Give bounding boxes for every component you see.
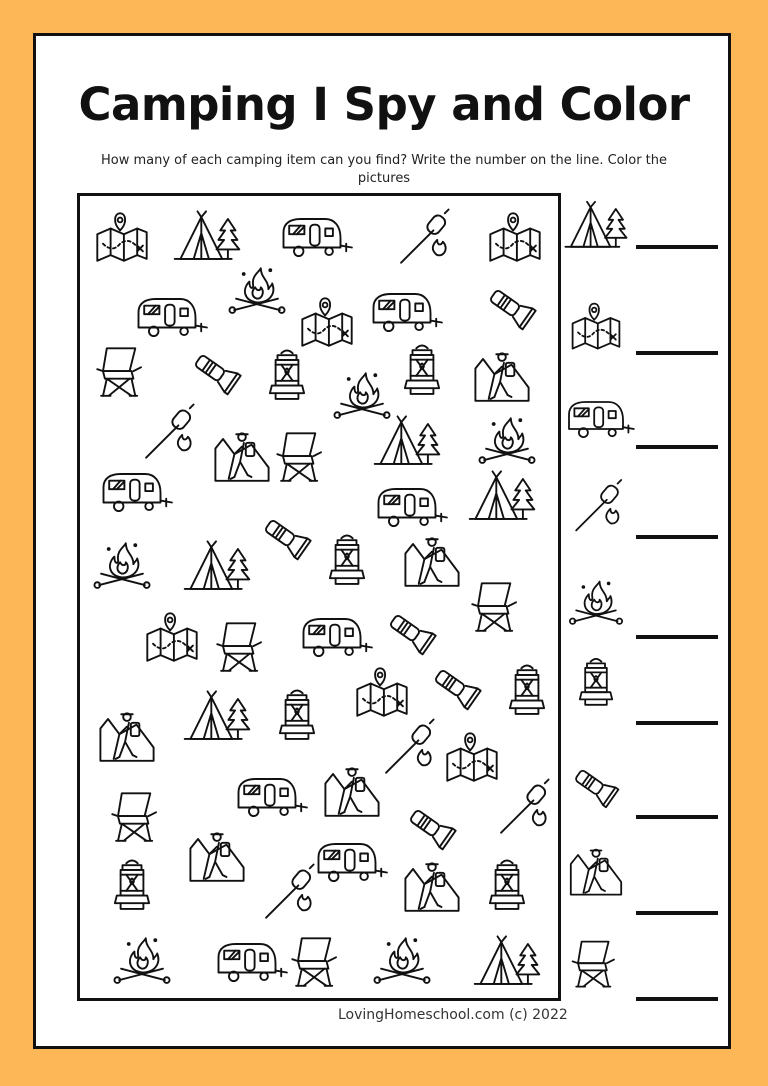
campfire-icon bbox=[374, 938, 429, 983]
marshmallow-stick-icon bbox=[266, 865, 314, 918]
hiker-icon bbox=[325, 768, 378, 816]
camper-trailer-icon bbox=[569, 402, 634, 437]
lantern-icon bbox=[510, 665, 544, 713]
hiker-icon bbox=[571, 850, 621, 895]
campfire-icon bbox=[570, 582, 622, 624]
puzzle-icon-grid bbox=[77, 193, 561, 1001]
camper-trailer-icon bbox=[104, 474, 172, 511]
hiker-icon bbox=[405, 538, 458, 586]
tent-icon bbox=[565, 202, 626, 247]
camper-trailer-icon bbox=[139, 299, 207, 336]
map-icon bbox=[97, 213, 146, 260]
tent-icon bbox=[185, 691, 250, 739]
camper-trailer-icon bbox=[304, 619, 372, 656]
camper-trailer-icon bbox=[379, 489, 447, 526]
marshmallow-stick-icon bbox=[576, 480, 621, 530]
lantern-icon bbox=[330, 535, 364, 583]
hiker-icon bbox=[475, 353, 528, 401]
marshmallow-stick-icon bbox=[501, 780, 548, 833]
marshmallow-stick-icon bbox=[401, 210, 449, 263]
map-icon bbox=[147, 613, 196, 661]
lantern-icon bbox=[280, 690, 314, 738]
map-icon bbox=[302, 298, 351, 346]
lantern-icon bbox=[490, 860, 524, 908]
hiker-icon bbox=[190, 833, 243, 881]
marshmallow-stick-icon bbox=[146, 405, 194, 458]
camp-chair-icon bbox=[277, 433, 321, 481]
camp-chair-icon bbox=[472, 583, 516, 631]
tent-icon bbox=[470, 471, 535, 519]
tent-icon bbox=[375, 416, 440, 464]
lantern-icon bbox=[115, 860, 149, 908]
page-title: Camping I Spy and Color bbox=[78, 78, 690, 131]
lantern-icon bbox=[405, 345, 439, 393]
flashlight-icon bbox=[387, 611, 436, 655]
camper-trailer-icon bbox=[374, 294, 442, 331]
camper-trailer-icon bbox=[319, 844, 387, 881]
camp-chair-icon bbox=[217, 623, 261, 671]
hiker-icon bbox=[405, 863, 458, 911]
flashlight-icon bbox=[487, 286, 536, 330]
hiker-icon bbox=[215, 433, 268, 481]
flashlight-icon bbox=[432, 666, 481, 710]
camp-chair-icon bbox=[573, 942, 614, 987]
camper-trailer-icon bbox=[239, 779, 307, 816]
lantern-icon bbox=[270, 350, 304, 398]
copyright-footer: LovingHomeschool.com (c) 2022 bbox=[338, 1007, 568, 1023]
flashlight-icon bbox=[572, 766, 618, 807]
map-icon bbox=[357, 668, 406, 716]
marshmallow-stick-icon bbox=[386, 720, 434, 773]
map-icon bbox=[447, 733, 496, 781]
campfire-icon bbox=[334, 373, 389, 418]
instructions-text: How many of each camping item can you find? Write the number on the line. Color the pictures bbox=[100, 153, 668, 186]
flashlight-icon bbox=[407, 806, 456, 850]
tent-icon bbox=[475, 936, 540, 984]
camper-trailer-icon bbox=[219, 944, 287, 981]
camp-chair-icon bbox=[112, 793, 156, 841]
answer-key-column bbox=[560, 195, 730, 1015]
tent-icon bbox=[185, 541, 250, 589]
campfire-icon bbox=[94, 543, 149, 588]
hiker-icon bbox=[100, 713, 153, 761]
campfire-icon bbox=[114, 938, 169, 983]
flashlight-icon bbox=[192, 351, 241, 395]
map-icon bbox=[490, 213, 539, 260]
campfire-icon bbox=[479, 418, 534, 463]
flashlight-icon bbox=[262, 516, 311, 560]
lantern-icon bbox=[580, 659, 612, 705]
camp-chair-icon bbox=[97, 348, 141, 396]
tent-icon bbox=[175, 211, 240, 259]
camper-trailer-icon bbox=[284, 219, 352, 256]
camp-chair-icon bbox=[292, 938, 336, 986]
campfire-icon bbox=[229, 268, 284, 313]
map-icon bbox=[573, 304, 620, 349]
